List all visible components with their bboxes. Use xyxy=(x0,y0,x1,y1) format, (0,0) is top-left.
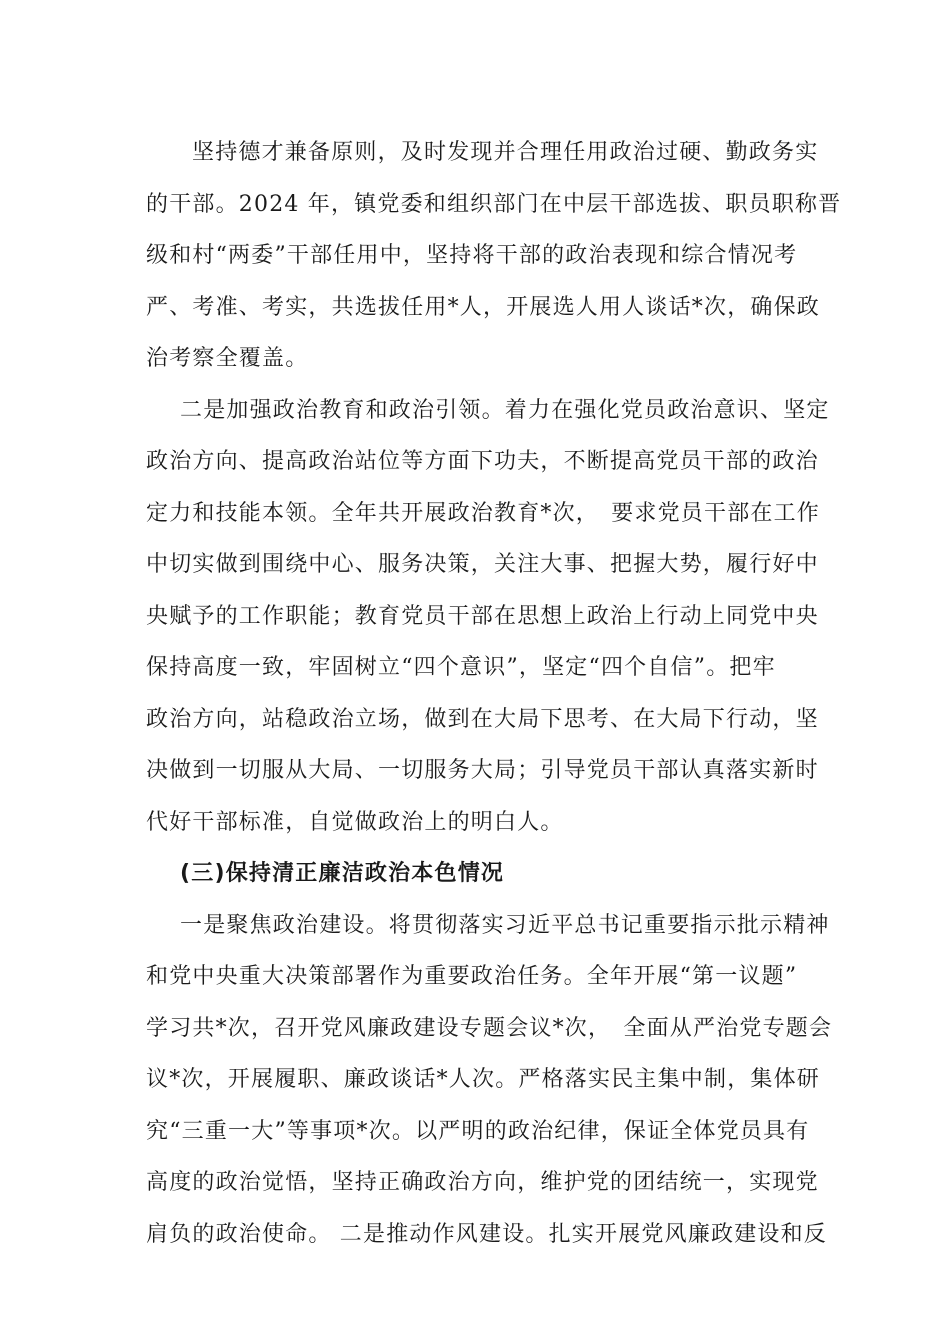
paragraph-political-education xyxy=(146,385,836,849)
paragraph-talent-selection xyxy=(146,127,842,385)
text-line: 政治方向、提高政治站位等方面下功夫，不断提高党员干部的政治 xyxy=(146,449,819,474)
text-line: 治考察全覆盖。 xyxy=(146,346,309,371)
text-line: 中切实做到围绕中心、服务决策，关注大事、把握大势，履行好中 xyxy=(146,552,819,577)
text-line: 究“三重一大”等事项*次。以严明的政治纪律，保证全体党员具有 xyxy=(146,1118,810,1144)
text-line: 坚持德才兼备原则，及时发现并合理任用政治过硬、勤政务实 xyxy=(192,140,819,165)
text-line: 政治方向，站稳政治立场，做到在大局下思考、在大局下行动，坚 xyxy=(146,706,819,732)
text-line: 的干部。2024 年，镇党委和组织部门在中层干部选拔、职员职称晋 xyxy=(146,191,842,217)
section-heading: (三)保持清正廉洁政治本色情况 xyxy=(180,861,505,886)
paragraph-political-construction xyxy=(146,900,836,1261)
text-line: 二是加强政治教育和政治引领。着力在强化党员政治意识、坚定 xyxy=(180,397,830,423)
text-line: 学习共*次，召开党风廉政建设专题会议*次， 全面从严治党专题会 xyxy=(146,1015,833,1041)
text-line: 严、考准、考实，共选拔任用*人，开展选人用人谈话*次，确保政 xyxy=(146,294,821,320)
text-line: 保持高度一致，牢固树立“四个意识”，坚定“四个自信”。把牢 xyxy=(146,655,776,680)
text-line: 高度的政治觉悟，坚持正确政治方向，维护党的团结统一，实现党 xyxy=(146,1170,819,1195)
text-line: 肩负的政治使命。 二是推动作风建设。扎实开展党风廉政建设和反 xyxy=(146,1221,827,1247)
text-line: 和党中央重大决策部署作为重要政治任务。全年开展“第一议题” xyxy=(146,964,798,989)
text-line: 代好干部标准，自觉做政治上的明白人。 xyxy=(146,809,564,835)
text-line: 定力和技能本领。全年共开展政治教育*次， 要求党员干部在工作 xyxy=(146,500,821,526)
text-line: 级和村“两委”干部任用中，坚持将干部的政治表现和综合情况考 xyxy=(146,243,798,268)
text-line: 央赋予的工作职能；教育党员干部在思想上政治上行动上同党中央 xyxy=(146,603,819,629)
document-body xyxy=(146,127,842,1260)
text-line: 一是聚焦政治建设。将贯彻落实习近平总书记重要指示批示精神 xyxy=(180,912,830,938)
text-line: 决做到一切服从大局、一切服务大局；引导党员干部认真落实新时 xyxy=(146,758,819,783)
text-line: 议*次，开展履职、廉政谈话*人次。严格落实民主集中制，集体研 xyxy=(146,1067,821,1092)
